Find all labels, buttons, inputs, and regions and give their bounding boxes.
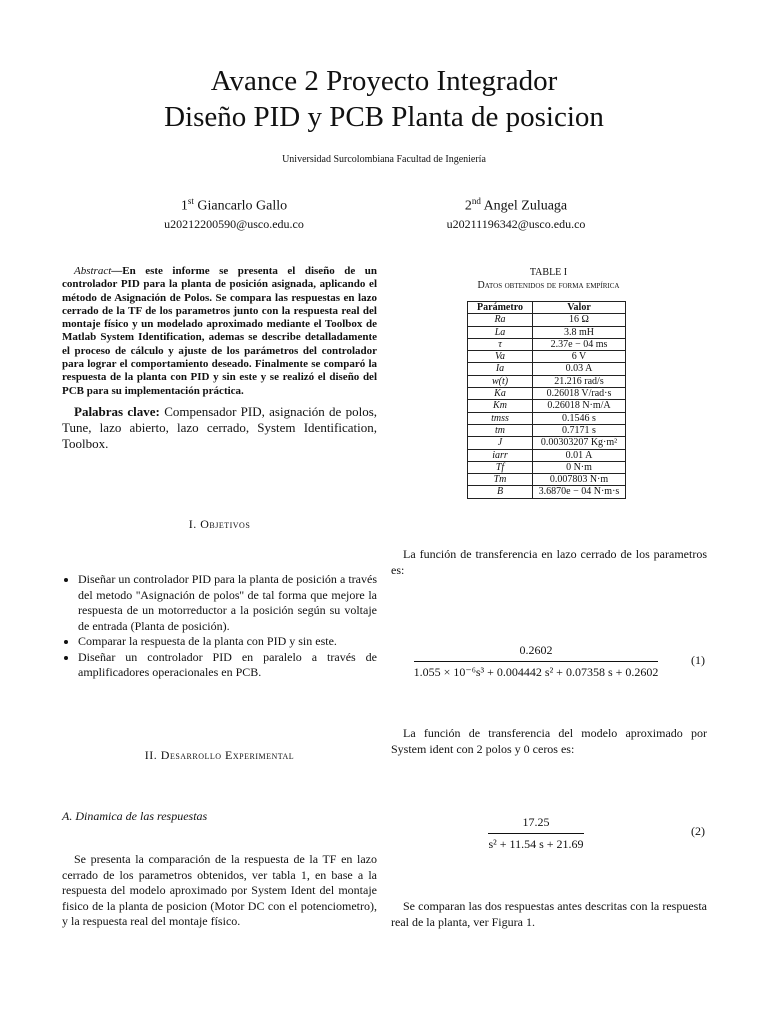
value-cell: 0.26018 V/rad·s <box>533 388 626 400</box>
param-cell: B <box>468 486 533 498</box>
table-row <box>468 461 626 473</box>
section-heading-desarrollo: II. Desarrollo Experimental <box>144 748 295 762</box>
author-email-2[interactable]: u20211196342@usco.edu.co <box>446 216 586 231</box>
table-header-cell: Parámetro <box>468 302 533 314</box>
param-cell: Va <box>468 351 533 363</box>
param-cell: w(t) <box>468 375 533 387</box>
equation-2-number: (2) <box>691 824 705 838</box>
author-block-1 <box>74 192 394 232</box>
table-row <box>468 437 626 449</box>
value-cell: 0.1546 s <box>533 412 626 424</box>
table-row <box>468 449 626 461</box>
eq2-numerator: 17.25 <box>488 815 583 834</box>
table-row <box>468 424 626 436</box>
paragraph-comparacion: Se comparan las dos respuestas antes descritas con la respuesta real de la planta, ver Figura 1. <box>391 899 707 929</box>
table-row <box>468 412 626 424</box>
eq1-numerator: 0.2602 <box>414 643 659 662</box>
param-cell: tmss <box>468 412 533 424</box>
param-cell: τ <box>468 338 533 350</box>
param-cell: Ka <box>468 388 533 400</box>
value-cell: 6 V <box>533 351 626 363</box>
value-cell: 0.26018 N·m/A <box>533 400 626 412</box>
objective-item: • Comparar la respuesta de la planta con PID y sin este. <box>78 634 377 650</box>
table-row <box>468 388 626 400</box>
param-cell: Km <box>468 400 533 412</box>
value-cell: 21.216 rad/s <box>533 375 626 387</box>
value-cell: 0 N·m <box>533 461 626 473</box>
table-header-cell: Valor <box>533 302 626 314</box>
value-cell: 0.007803 N·m <box>533 474 626 486</box>
table-header-row <box>468 302 626 314</box>
paragraph-tf-modelo: La función de transferencia del modelo aproximado por System ident con 2 polos y 0 ceros es: <box>391 726 707 756</box>
value-cell: 0.7171 s <box>533 424 626 436</box>
param-cell: Ra <box>468 314 533 326</box>
value-cell: 3.6870e − 04 N·m·s <box>533 486 626 498</box>
author-name-1: 1st Giancarlo Gallo <box>180 196 288 214</box>
objective-item: • Diseñar un controlador PID en paralelo a través de amplificadores operacionales en PCB. <box>78 650 377 681</box>
author-email-1[interactable]: u20212200590@usco.edu.co <box>164 216 304 231</box>
value-cell: 0.01 A <box>533 449 626 461</box>
keywords-label: Palabras clave: <box>74 404 160 419</box>
param-cell: Tf <box>468 461 533 473</box>
paragraph-dinamica: Se presenta la comparación de la respuesta de la TF en lazo cerrado de los parametros obtenidos, ver tabla 1, en base a la respuesta del modelo aproximado por System Ident del montaje fisico de la planta de posicion (Motor DC con el potenciometro), y la respuesta real del montaje físico. <box>62 852 377 928</box>
affiliation: Universidad Surcolombiana Facultad de Ingeniería <box>282 154 486 165</box>
keywords <box>62 404 377 452</box>
subsection-heading-a: A. Dinamica de las respuestas <box>62 809 208 823</box>
data-table-wrapper <box>467 301 626 499</box>
value-cell: 16 Ω <box>533 314 626 326</box>
table-row <box>468 400 626 412</box>
table-row <box>468 363 626 375</box>
objectives-list <box>62 572 377 681</box>
eq2-denominator: s² + 11.54 s + 21.69 <box>488 837 584 851</box>
table-row <box>468 338 626 350</box>
objective-item: • Diseñar un controlador PID para la planta de posición a través del metodo ''Asignación de polos'' de tal forma que mejore la respuesta de un motorreductor a la posición según su voltaje de entrada (Planta de posición). <box>78 572 377 634</box>
abstract-text: En este informe se presenta el diseño de un controlador PID para la planta de posición asignada, aplicando el método de Asignación de Polos. Se compara las respuestas en lazo cerrado de la TF de los parametros junto con la respuesta real del montaje físico y un modelado aproximado mediante el Toolbox de Matlab System Identification, ademas se describe detalladamente el proceso de cálculo y ajuste de los parámetros del controlador para lograr el comportamiento deseado. Finalmente se comparó la respuesta de la planta con PID y sin este y se realizó el diseño del PCB para su implementación práctica. <box>62 265 377 397</box>
table-row <box>468 375 626 387</box>
param-cell: iarr <box>468 449 533 461</box>
paper-title-line-1: Avance 2 Proyecto Integrador <box>210 65 558 97</box>
param-cell: Tm <box>468 474 533 486</box>
equation-2 <box>391 815 681 852</box>
value-cell: 3.8 mH <box>533 326 626 338</box>
param-cell: tm <box>468 424 533 436</box>
section-heading-objetivos: I. Objetivos <box>188 517 251 531</box>
table-caption: Datos obtenidos de forma empírica <box>477 280 620 291</box>
value-cell: 0.00303207 Kg·m² <box>533 437 626 449</box>
table-row <box>468 486 626 498</box>
paper-title-line-2: Diseño PID y PCB Planta de posicion <box>164 101 604 133</box>
author-name-2: 2nd Angel Zuluaga <box>464 196 568 214</box>
table-row <box>468 351 626 363</box>
eq1-denominator: 1.055 × 10⁻⁶s³ + 0.004442 s² + 0.07358 s + 0.2602 <box>413 665 659 679</box>
equation-1 <box>391 643 681 680</box>
table-row <box>468 474 626 486</box>
table-row <box>468 326 626 338</box>
abstract: Abstract—En este informe se presenta el diseño de un controlador PID para la planta de posición asignada, aplicando el método de Asignación de Polos. Se compara las respuestas en lazo cerrado de la TF de los parametros junto con la respuesta real del montaje físico y un modelado aproximado mediante el Toolbox de Matlab System Identification, ademas se describe detalladamente el proceso de cálculo y ajuste de los parámetros del controlador para lograr el comportamiento deseado. Finalmente se comparó la respuesta de la planta con PID y sin este y se realizó el diseño del PCB para su implementación práctica. <box>62 265 377 397</box>
data-table <box>467 301 626 499</box>
author-block-2 <box>356 192 676 232</box>
table-label: TABLE I <box>529 267 568 278</box>
keywords-text: Compensador PID, asignación de polos, Tune, lazo abierto, lazo cerrado, System Identification, Toolbox. <box>62 404 378 451</box>
equation-1-number: (1) <box>691 653 705 667</box>
abstract-label: Abstract <box>74 265 112 277</box>
param-cell: J <box>468 437 533 449</box>
value-cell: 2.37e − 04 ms <box>533 338 626 350</box>
table-row <box>468 314 626 326</box>
param-cell: La <box>468 326 533 338</box>
value-cell: 0.03 A <box>533 363 626 375</box>
paragraph-tf-lazo-cerrado: La función de transferencia en lazo cerrado de los parametros es: <box>391 547 707 577</box>
param-cell: Ia <box>468 363 533 375</box>
